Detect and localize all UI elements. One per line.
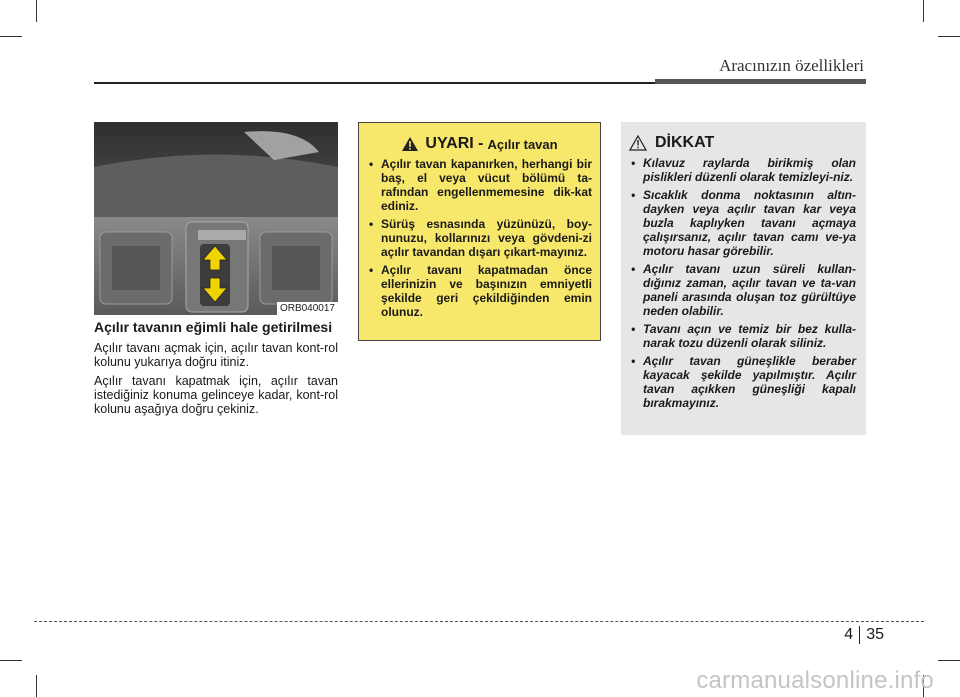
warning-label: UYARI - (425, 135, 484, 152)
warning-box (358, 122, 601, 341)
caution-box (621, 122, 866, 435)
crop-mark (0, 36, 22, 37)
list-item: • Sıcaklık donma noktasının altın-dayken veya açılır tavan kar veya buzla kaplıyken tavanı açmaya çalışırsanız, açılır tavan camı ve-ya motoru hasar görebilir. (629, 188, 856, 258)
instruction-section (94, 320, 338, 421)
caution-icon (629, 135, 647, 151)
page-number (844, 626, 884, 644)
warning-list (367, 157, 592, 319)
crop-mark (923, 0, 924, 22)
list-item: • Sürüş esnasında yüzünüzü, boy-nunuzu, kollarınızı veya gövdeni-zi açılır tavandan dışarı çıkart-mayınız. (367, 217, 592, 259)
warning-icon (401, 136, 419, 152)
caution-label: DİKKAT (655, 134, 715, 151)
list-item: • Açılır tavanı uzun süreli kullan-dığınız zaman, açılır tavan ve ta-van paneli arasında oluşan toz gürültüye neden olabilir. (629, 262, 856, 318)
list-item: • Açılır tavan güneşlikle beraber kayacak şekilde yapılmıştır. Açılır tavan açıkken güneşliği kapalı bırakmayınız. (629, 354, 856, 410)
page-separator (859, 626, 860, 644)
warning-topic: Açılır tavan (487, 136, 558, 152)
warning-header (367, 135, 592, 153)
page-number-value: 35 (866, 626, 884, 643)
crop-mark (938, 36, 960, 37)
sunroof-photo (94, 122, 338, 315)
paragraph: Açılır tavanı kapatmak için, açılır tavan istediğiniz konuma gelinceye kadar, kont-rol kolunu aşağıya doğru çekiniz. (94, 374, 338, 416)
header-bar (655, 79, 866, 84)
chapter-number: 4 (844, 626, 854, 643)
header-title: Aracınızın özellikleri (719, 56, 864, 75)
crop-mark (36, 675, 37, 697)
footer-rule (34, 621, 924, 622)
list-item: • Açılır tavanı kapatmadan önce ellerinizin ve başınızın emniyetli şekilde geri çekildiğinden emin olunuz. (367, 263, 592, 319)
caution-header (629, 134, 856, 152)
list-item: • Tavanı açın ve temiz bir bez kulla-narak tozu düzenli olarak siliniz. (629, 322, 856, 350)
crop-mark (36, 0, 37, 22)
paragraph: Açılır tavanı açmak için, açılır tavan kont-rol kolunu yukarıya doğru itiniz. (94, 341, 338, 369)
caution-list (629, 156, 856, 410)
list-item: • Kılavuz raylarda birikmiş olan pislikleri düzenli olarak temizleyi-niz. (629, 156, 856, 184)
figure-code: ORB040017 (277, 302, 338, 315)
sunroof-console-illustration (94, 122, 338, 315)
watermark: carmanualsonline.info (696, 667, 934, 694)
list-item: • Açılır tavan kapanırken, herhangi bir baş, el veya vücut bölümü ta-rafından engellenmemesine dik-kat ediniz. (367, 157, 592, 213)
crop-mark (938, 660, 960, 661)
crop-mark (0, 660, 22, 661)
section-title: Açılır tavanın eğimli hale getirilmesi (94, 319, 333, 335)
